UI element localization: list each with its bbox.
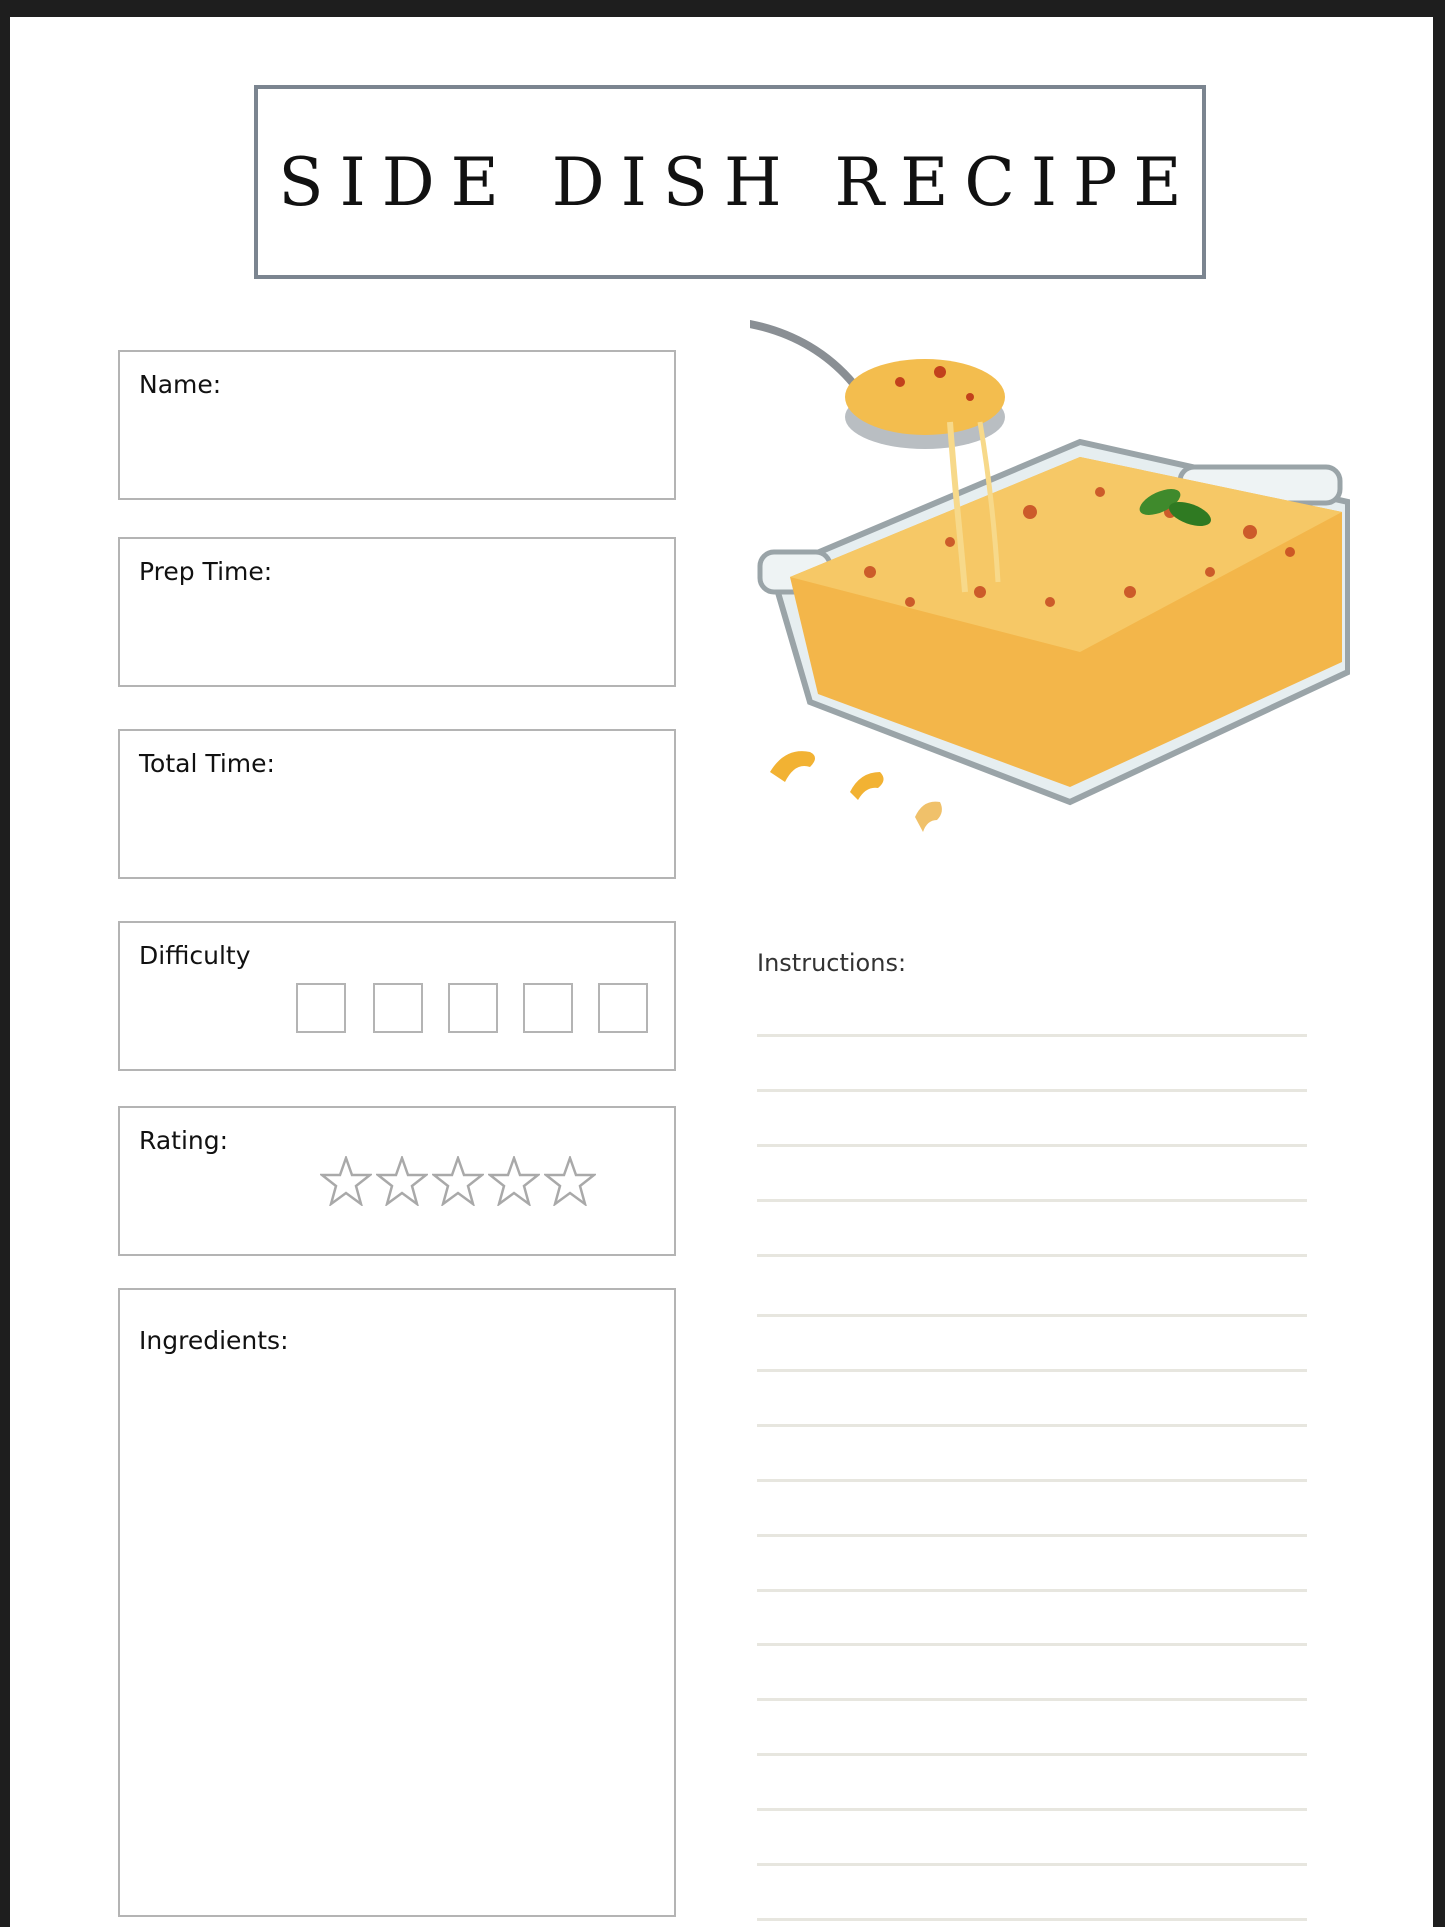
star-icon[interactable]	[544, 1156, 596, 1206]
difficulty-checkbox-4[interactable]	[523, 983, 573, 1033]
rating-label: Rating:	[139, 1126, 229, 1155]
ingredients-field[interactable]	[118, 1288, 676, 1917]
difficulty-checkbox-5[interactable]	[598, 983, 648, 1033]
instruction-line[interactable]	[757, 1479, 1307, 1482]
instruction-line[interactable]	[757, 1144, 1307, 1147]
instruction-line[interactable]	[757, 1589, 1307, 1592]
instruction-line[interactable]	[757, 1314, 1307, 1317]
prep-time-field[interactable]	[118, 537, 676, 687]
instruction-line[interactable]	[757, 1863, 1307, 1866]
rating-field	[118, 1106, 676, 1256]
ingredients-label: Ingredients:	[139, 1326, 289, 1355]
instructions-label: Instructions:	[757, 949, 907, 977]
instruction-line[interactable]	[757, 1254, 1307, 1257]
star-icon[interactable]	[488, 1156, 540, 1206]
star-icon[interactable]	[376, 1156, 428, 1206]
instruction-line[interactable]	[757, 1199, 1307, 1202]
difficulty-checkbox-1[interactable]	[296, 983, 346, 1033]
page-title: SIDE DISH RECIPE	[278, 143, 1198, 221]
instruction-line[interactable]	[757, 1808, 1307, 1811]
star-icon[interactable]	[320, 1156, 372, 1206]
instruction-line[interactable]	[757, 1424, 1307, 1427]
instruction-line[interactable]	[757, 1918, 1307, 1921]
instruction-line[interactable]	[757, 1089, 1307, 1092]
difficulty-field	[118, 921, 676, 1071]
recipe-page	[10, 17, 1433, 1927]
total-time-field[interactable]	[118, 729, 676, 879]
name-field[interactable]	[118, 350, 676, 500]
title-box	[254, 85, 1206, 279]
star-icon[interactable]	[432, 1156, 484, 1206]
instruction-line[interactable]	[757, 1534, 1307, 1537]
difficulty-label: Difficulty	[139, 941, 251, 970]
prep-time-label: Prep Time:	[139, 557, 273, 586]
difficulty-checkbox-3[interactable]	[448, 983, 498, 1033]
instruction-line[interactable]	[757, 1643, 1307, 1646]
mac-and-cheese-image	[750, 302, 1350, 842]
total-time-label: Total Time:	[139, 749, 275, 778]
instruction-line[interactable]	[757, 1698, 1307, 1701]
instruction-line[interactable]	[757, 1034, 1307, 1037]
instruction-line[interactable]	[757, 1369, 1307, 1372]
difficulty-checkbox-2[interactable]	[373, 983, 423, 1033]
instruction-line[interactable]	[757, 1753, 1307, 1756]
name-label: Name:	[139, 370, 222, 399]
